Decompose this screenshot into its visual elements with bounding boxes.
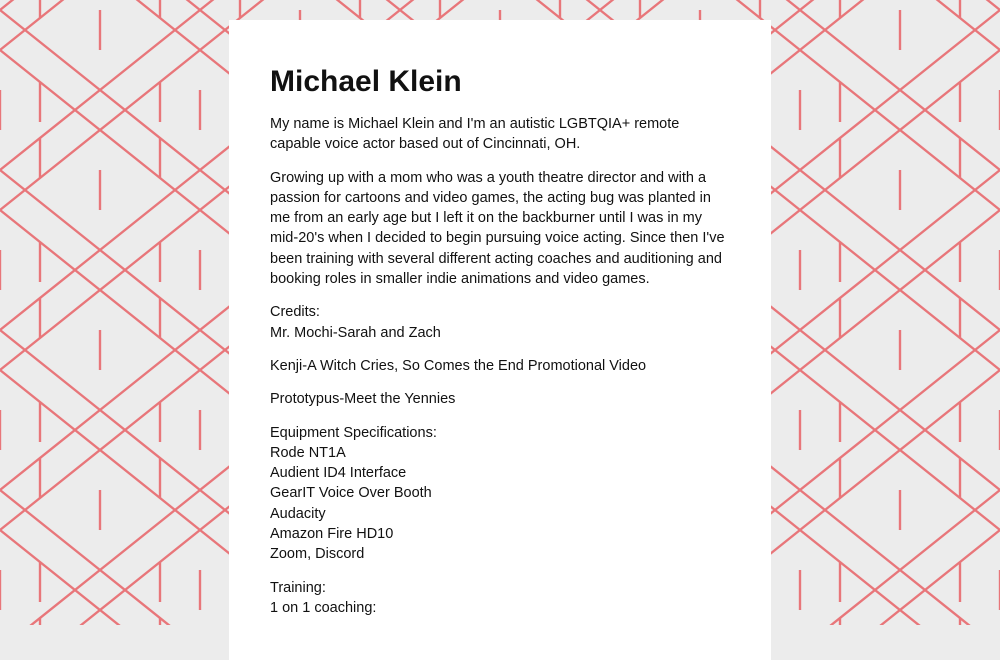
page-title: Michael Klein (270, 65, 462, 98)
training-item: 1 on 1 coaching: (270, 599, 377, 616)
equipment-item: Amazon Fire HD10 (270, 526, 394, 543)
equipment-item: Audient ID4 Interface (270, 465, 407, 482)
equipment-item: GearIT Voice Over Booth (270, 485, 432, 502)
training-heading: Training: (270, 579, 326, 596)
credit-item: Mr. Mochi-Sarah and Zach (270, 324, 441, 341)
equipment-item: Audacity (270, 505, 326, 522)
equipment-block (270, 423, 730, 565)
credit-item: Kenji-A Witch Cries, So Comes the End Promotional Video (270, 357, 647, 374)
credits-heading: Credits: (270, 304, 320, 321)
training-block (270, 578, 730, 619)
content-card (229, 20, 771, 660)
credit-item: Prototypus-Meet the Yennies (270, 391, 456, 408)
equipment-item: Zoom, Discord (270, 546, 365, 563)
credits-block (270, 302, 730, 343)
equipment-item: Rode NT1A (270, 444, 346, 461)
equipment-heading: Equipment Specifications: (270, 424, 437, 441)
intro-paragraph: My name is Michael Klein and I'm an autistic LGBTQIA+ remote capable voice actor based out of Cincinnati, OH. (270, 116, 680, 153)
background-paragraph: Growing up with a mom who was a youth theatre director and with a passion for cartoons and video games, the acting bug was planted in me from an early age but I left it on the backburner until I was in my mid-20's when I decided to begin pursuing voice acting. Since then I've been training with several different acting coaches and auditioning and booking roles in smaller indie animations and video games. (270, 169, 725, 288)
